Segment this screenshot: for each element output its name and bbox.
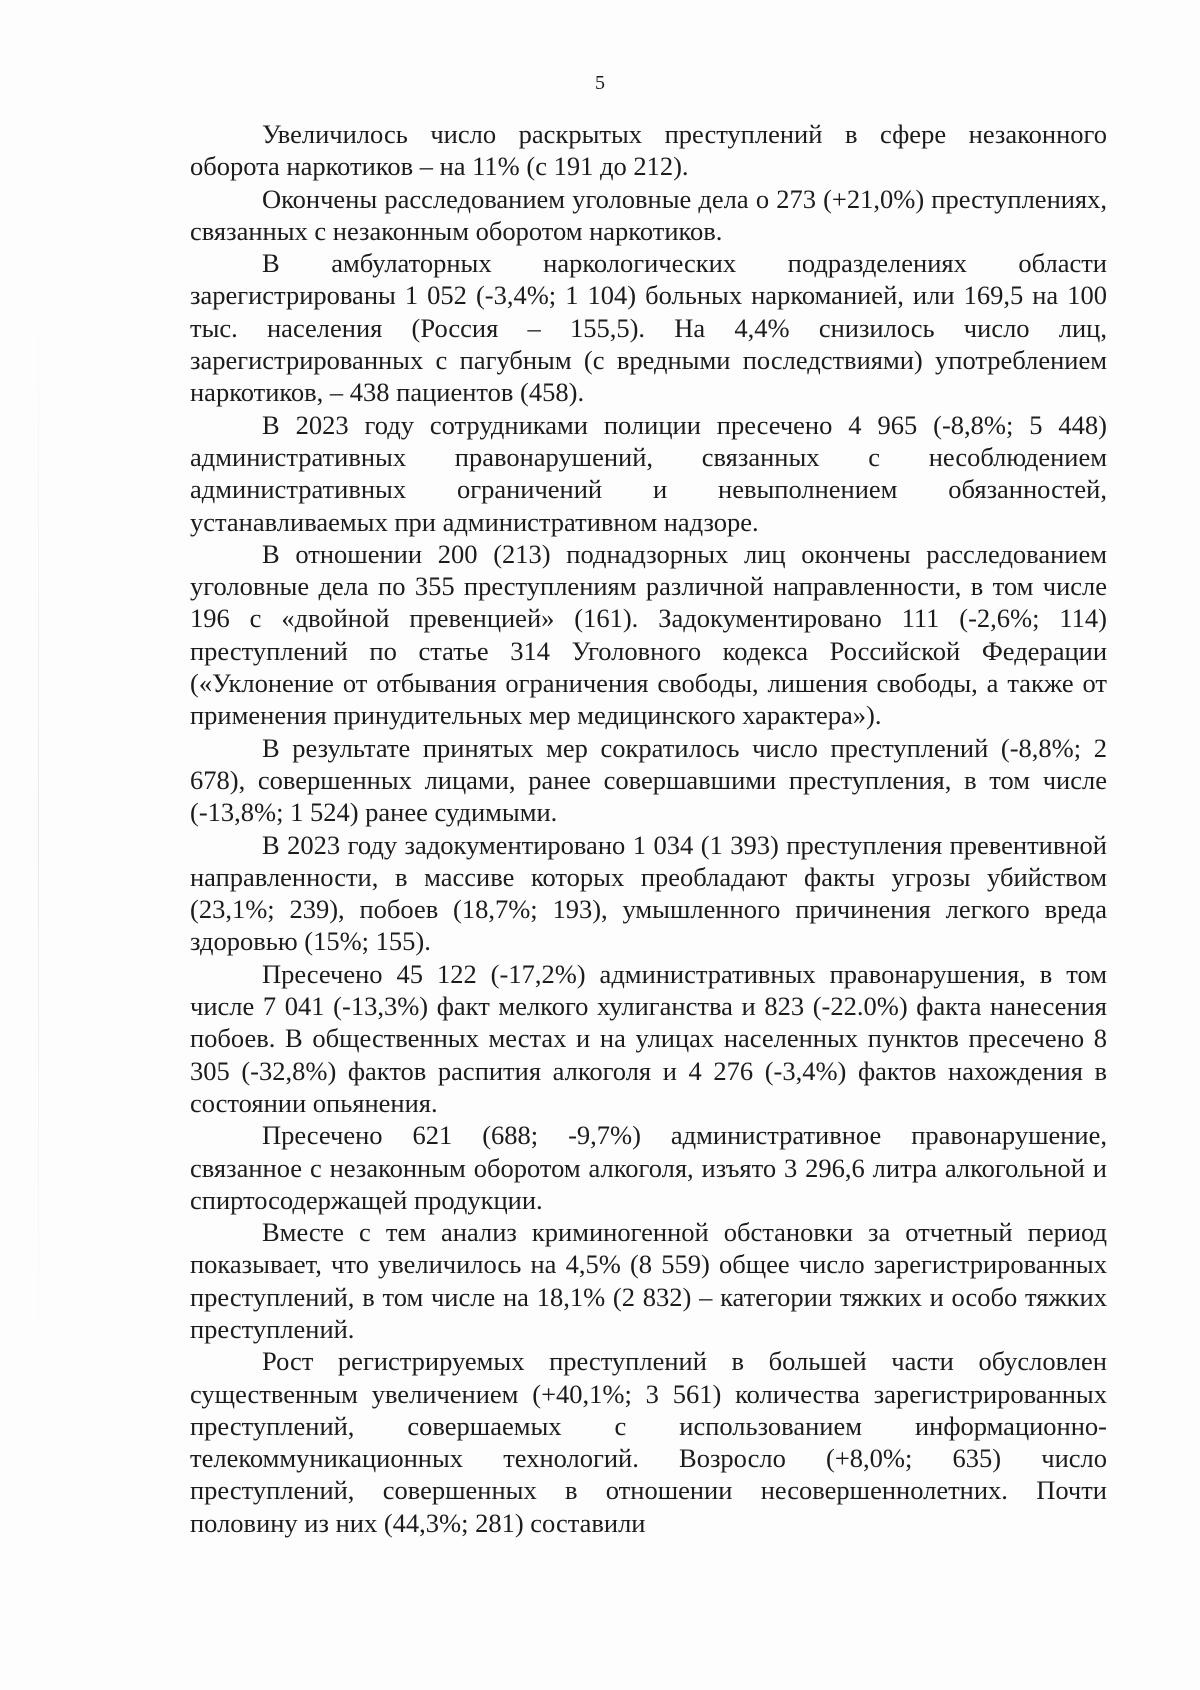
paragraph: В амбулаторных наркологических подразделениях области зарегистрированы 1 052 (-3,4%; 1 104) больных наркоманией, или 169,5 на 100 тыс. населения (Россия – 155,5). На 4,4% снизилось число лиц, зарегистрированных с пагубным (с вредными последствиями) употреблением наркотиков, – 438 пациентов (458). — [190, 248, 1107, 408]
paragraph: Пресечено 621 (688; -9,7%) административное правонарушение, связанное с незаконным оборотом алкоголя, изъято 3 296,6 литра алкогольной и спиртосодержащей продукции. — [190, 1120, 1107, 1215]
paragraph: Рост регистрируемых преступлений в большей части обусловлен существенным увеличением (+40,1%; 3 561) количества зарегистрированных преступлений, совершаемых с использованием информационно-телекоммуникационных технологий. Возросло (+8,0%; 635) число преступлений, совершенных в отношении несовершеннолетних. Почти половину из них (44,3%; 281) составили — [190, 1346, 1107, 1538]
paragraph: В 2023 году сотрудниками полиции пресечено 4 965 (-8,8%; 5 448) административных правонарушений, связанных с несоблюдением административных ограничений и невыполнением обязанностей, устанавливаемых при административном надзоре. — [190, 409, 1107, 537]
paragraph: В 2023 году задокументировано 1 034 (1 393) преступления превентивной направленности, в массиве которых преобладают факты угрозы убийством (23,1%; 239), побоев (18,7%; 193), умышленного причинения легкого вреда здоровью (15%; 155). — [190, 829, 1107, 957]
paragraph: Увеличилось число раскрытых преступлений в сфере незаконного оборота наркотиков – на 11% (с 191 до 212). — [190, 119, 1107, 182]
scan-artifact-line — [38, 280, 39, 1380]
page-number: 5 — [595, 72, 605, 94]
document-body — [190, 118, 1107, 1539]
paragraph: Вместе с тем анализ криминогенной обстановки за отчетный период показывает, что увеличилось на 4,5% (8 559) общее число зарегистрированных преступлений, в том числе на 18,1% (2 832) – категории тяжких и особо тяжких преступлений. — [190, 1217, 1107, 1344]
paragraph: В отношении 200 (213) поднадзорных лиц окончены расследованием уголовные дела по 355 преступлениям различной направленности, в том числе 196 с «двойной превенцией» (161). Задокументировано 111 (-2,6%; 114) преступлений по статье 314 Уголовного кодекса Российской Федерации («Уклонение от отбывания ограничения свободы, лишения свободы, а также от применения принудительных мер медицинского характера»). — [190, 538, 1107, 731]
paragraph: Пресечено 45 122 (-17,2%) административных правонарушения, в том числе 7 041 (-13,3%) факт мелкого хулиганства и 823 (-22.0%) факта нанесения побоев. В общественных местах и на улицах населенных пунктов пресечено 8 305 (-32,8%) фактов распития алкоголя и 4 276 (-3,4%) фактов нахождения в состоянии опьянения. — [190, 958, 1107, 1118]
paragraph: В результате принятых мер сократилось число преступлений (-8,8%; 2 678), совершенных лицами, ранее совершавшими преступления, в том числе (-13,8%; 1 524) ранее судимыми. — [190, 732, 1107, 828]
paragraph: Окончены расследованием уголовные дела о 273 (+21,0%) преступлениях, связанных с незаконным оборотом наркотиков. — [190, 183, 1107, 246]
